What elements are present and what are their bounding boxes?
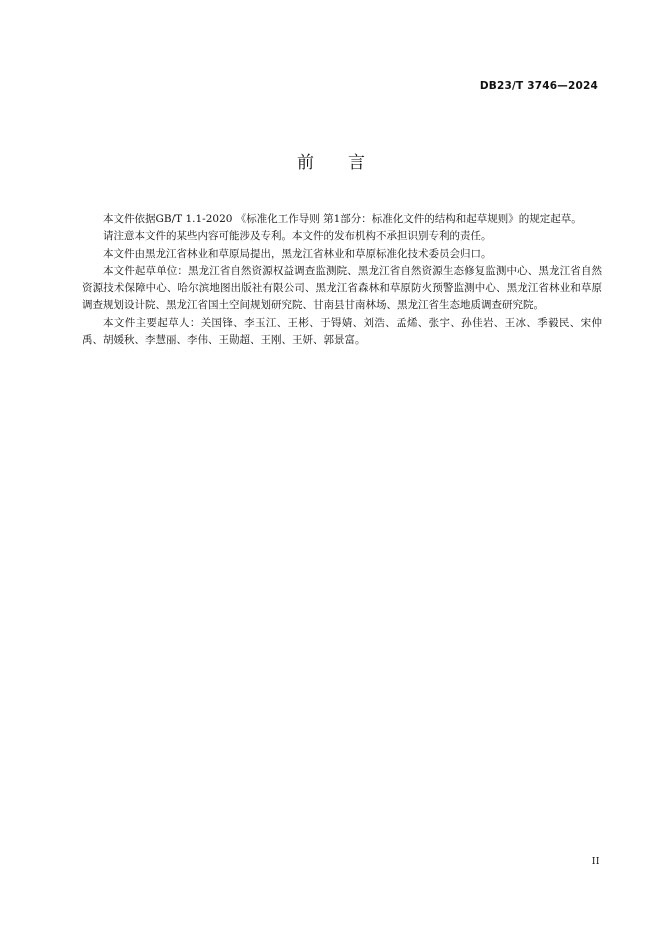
title-char-2: 言 xyxy=(348,153,365,173)
page-title xyxy=(0,148,662,173)
foreword-body xyxy=(82,211,602,349)
paragraph-drafters: 本文件主要起草人：关国锋、李玉江、王彬、于锝婧、刘浩、孟烯、张宇、孙佳岩、王冰、季毅民、宋仲禹、胡媛秋、李慧丽、李伟、王勋超、王刚、王妍、郭景富。 xyxy=(82,316,602,347)
title-char-1: 前 xyxy=(297,153,314,173)
page-number: II xyxy=(591,857,600,867)
document-code: DB23/T 3746—2024 xyxy=(479,80,598,92)
paragraph-basis: 本文件依据GB/T 1.1-2020 《标准化工作导则 第1部分：标准化文件的结构和起草规则》的规定起草。 xyxy=(103,213,582,225)
paragraph-proposer: 本文件由黑龙江省林业和草原局提出，黑龙江省林业和草原标准化技术委员会归口。 xyxy=(103,247,492,260)
paragraph-patent-notice: 请注意本文件的某些内容可能涉及专利。本文件的发布机构不承担识别专利的责任。 xyxy=(103,230,492,243)
paragraph-drafting-units: 本文件起草单位：黑龙江省自然资源权益调查监测院、黑龙江省自然资源生态修复监测中心、黑龙江省自然资源技术保障中心、哈尔滨地图出版社有限公司、黑龙江省森林和草原防火预警监测中心、黑龙江省林业和草原调查规划设计院、黑龙江省国土空间规划研究院、甘南县甘南林场、黑龙江省生态地质调查研究院。 xyxy=(82,264,602,312)
